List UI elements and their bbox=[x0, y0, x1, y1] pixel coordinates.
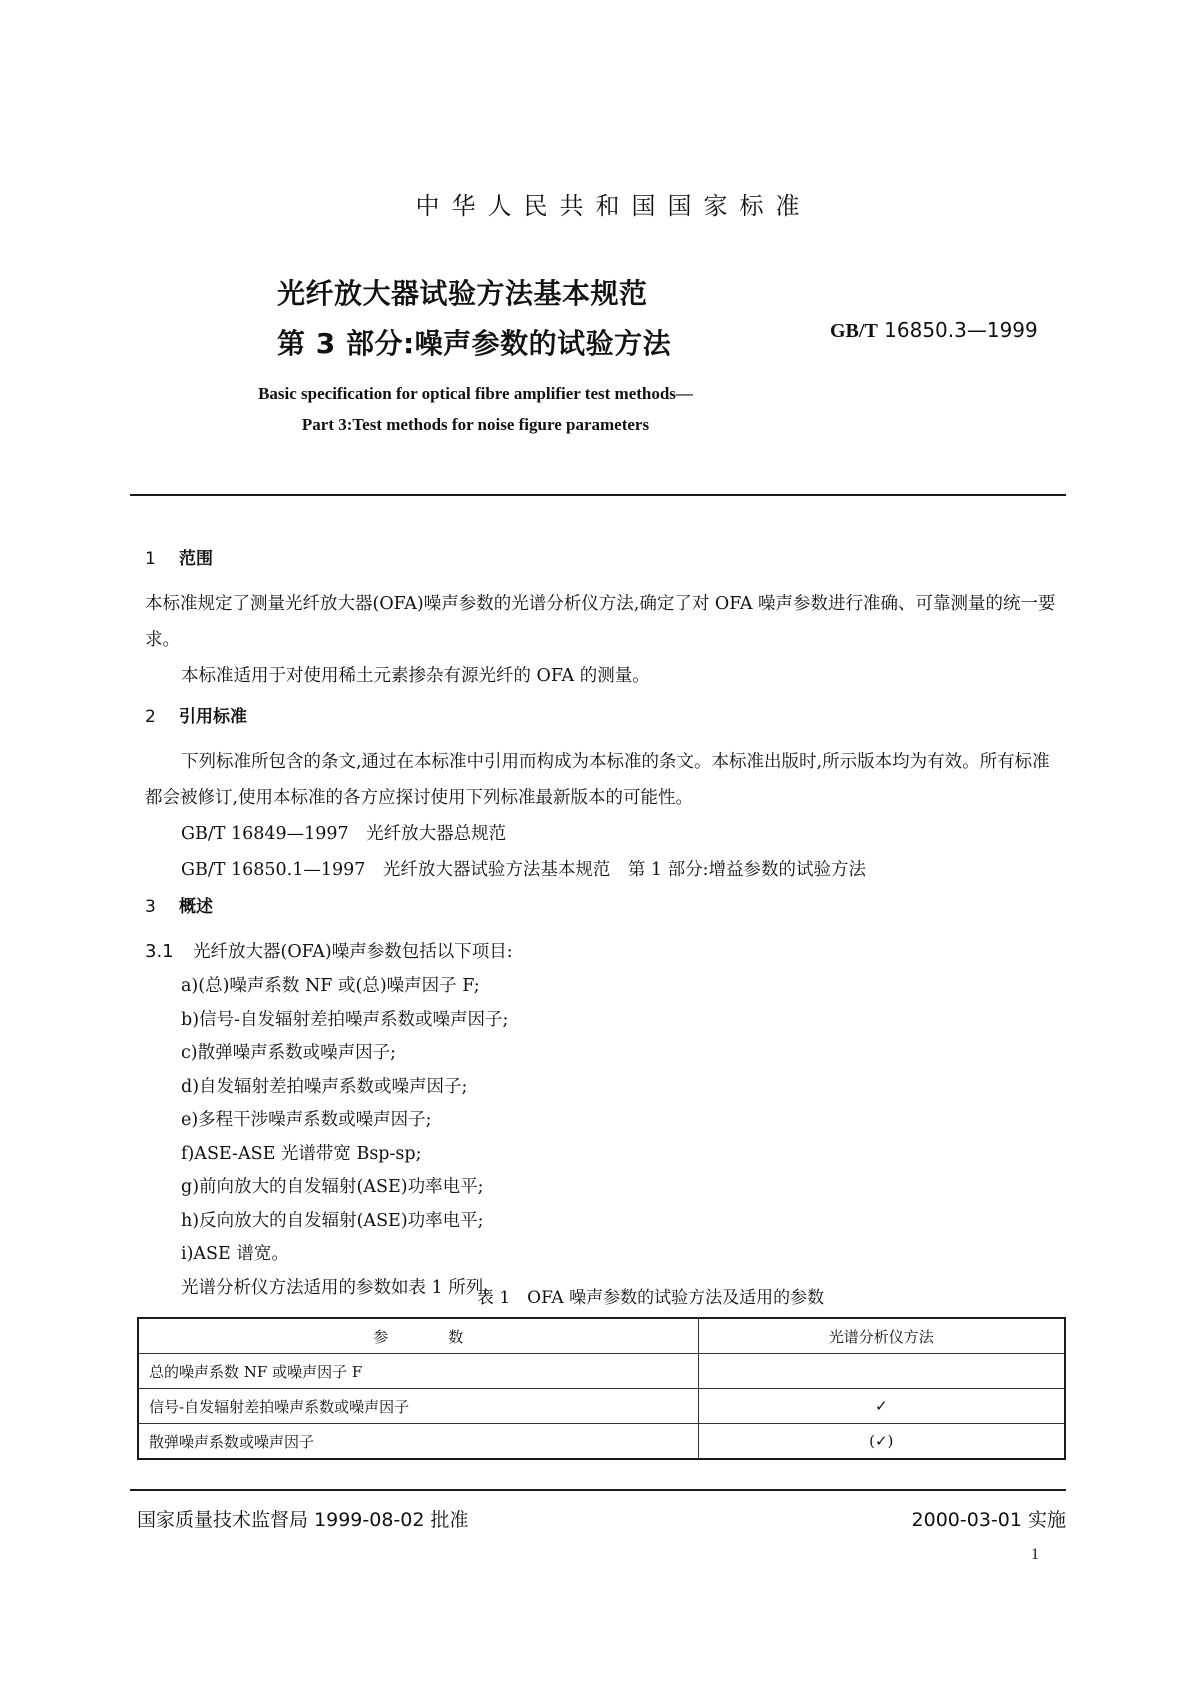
section-3-body bbox=[145, 934, 1066, 1305]
table-header-row bbox=[138, 1318, 1065, 1354]
list-item: g)前向放大的自发辐射(ASE)功率电平; bbox=[181, 1177, 484, 1197]
standard-code: 16850.3—1999 bbox=[884, 318, 1038, 342]
list-item: d)自发辐射差拍噪声系数或噪声因子; bbox=[181, 1076, 468, 1097]
english-title-line1: Basic specification for optical fibre amplifier test methods— bbox=[258, 384, 693, 403]
reference-item: GB/T 16849—1997 光纤放大器总规范 bbox=[181, 824, 507, 844]
table-row bbox=[138, 1424, 1065, 1460]
document-title-line2: 第 3 部分:噪声参数的试验方法 bbox=[277, 327, 672, 360]
table-cell: 总的噪声系数 NF 或噪声因子 F bbox=[138, 1354, 698, 1389]
section-number: 2 bbox=[145, 707, 156, 727]
standard-number bbox=[830, 318, 1038, 343]
table-row bbox=[138, 1389, 1065, 1424]
effective-date: 2000-03-01 实施 bbox=[911, 1509, 1066, 1531]
section-number: 3 bbox=[145, 897, 156, 917]
section-title: 概述 bbox=[179, 897, 213, 917]
list-item: h)反向放大的自发辐射(ASE)功率电平; bbox=[181, 1210, 484, 1231]
list-item: e)多程干涉噪声系数或噪声因子; bbox=[181, 1110, 432, 1130]
table-cell: 信号-自发辐射差拍噪声系数或噪声因子 bbox=[138, 1389, 698, 1424]
national-standard-heading: 中华人民共和国国家标准 bbox=[415, 192, 812, 220]
list-item: b)信号-自发辐射差拍噪声系数或噪声因子; bbox=[181, 1009, 509, 1030]
section-3-heading bbox=[145, 892, 213, 917]
page-number: 1 bbox=[1031, 1546, 1039, 1563]
column-header-method: 光谱分析仪方法 bbox=[698, 1318, 1065, 1354]
list-item: a)(总)噪声系数 NF 或(总)噪声因子 F; bbox=[181, 976, 480, 996]
reference-item: GB/T 16850.1—1997 光纤放大器试验方法基本规范 第 1 部分:增益参数的试验方法 bbox=[181, 860, 867, 880]
section-2-heading bbox=[145, 702, 247, 727]
checkmark-cell: ✓ bbox=[698, 1389, 1065, 1424]
english-title-line2: Part 3:Test methods for noise figure parameters bbox=[301, 415, 650, 434]
document-title-line1: 光纤放大器试验方法基本规范 bbox=[277, 277, 648, 310]
section-2-body bbox=[145, 744, 1066, 888]
checkmark-cell: (✓) bbox=[698, 1424, 1065, 1460]
section-title: 范围 bbox=[179, 549, 213, 569]
approval-statement: 国家质量技术监督局 1999-08-02 批准 bbox=[137, 1509, 469, 1531]
section-1-heading bbox=[145, 544, 213, 569]
section-title: 引用标准 bbox=[179, 707, 247, 727]
parameters-table bbox=[137, 1317, 1066, 1460]
table-cell: 散弹噪声系数或噪声因子 bbox=[138, 1424, 698, 1460]
standard-prefix: GB/T bbox=[830, 320, 878, 342]
paragraph: 本标准适用于对使用稀土元素掺杂有源光纤的 OFA 的测量。 bbox=[181, 666, 650, 686]
list-item: c)散弹噪声系数或噪声因子; bbox=[181, 1043, 397, 1063]
table-caption: 表 1 OFA 噪声参数的试验方法及适用的参数 bbox=[476, 1288, 825, 1308]
footer-divider bbox=[130, 1489, 1066, 1491]
paragraph: 本标准规定了测量光纤放大器(OFA)噪声参数的光谱分析仪方法,确定了对 OFA 噪声参数进行准确、可靠测量的统一要求。 bbox=[145, 594, 1056, 650]
section-number: 1 bbox=[145, 549, 156, 569]
table-row bbox=[138, 1354, 1065, 1389]
subsection-text: 光纤放大器(OFA)噪声参数包括以下项目: bbox=[193, 942, 513, 962]
paragraph: 下列标准所包含的条文,通过在本标准中引用而构成为本标准的条文。本标准出版时,所示版本均为有效。所有标准都会被修订,使用本标准的各方应探讨使用下列标准最新版本的可能性。 bbox=[145, 752, 1050, 808]
subsection-number: 3.1 bbox=[145, 941, 174, 962]
closing-sentence: 光谱分析仪方法适用的参数如表 1 所列。 bbox=[181, 1277, 501, 1298]
list-item: f)ASE-ASE 光谱带宽 Bsp-sp; bbox=[181, 1143, 422, 1164]
column-header-parameter: 参 数 bbox=[138, 1318, 698, 1354]
table-cell bbox=[698, 1354, 1065, 1389]
list-item: i)ASE 谱宽。 bbox=[181, 1244, 289, 1264]
section-1-body bbox=[145, 586, 1066, 694]
header-divider bbox=[130, 494, 1066, 496]
